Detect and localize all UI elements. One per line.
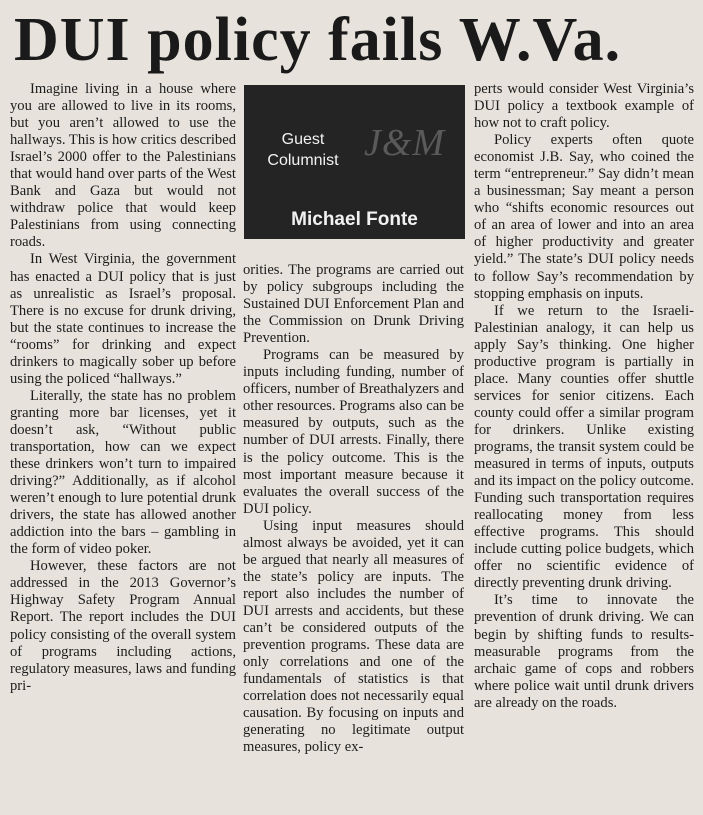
paragraph: perts would consider West Virginia’s DUI policy a textbook example of how not to craft policy. (474, 81, 694, 132)
paragraph: Imagine living in a house where you are allowed to live in its rooms, but you aren’t allowed to use the hallways. This is how critics described Israel’s 2000 offer to the Palestinians that would hand over parts of the West Bank and Gaza but would not withdraw police that would keep Palestinians from using connecting roads. (10, 81, 236, 251)
paragraph: In West Virginia, the government has enacted a DUI policy that is just as unrealistic as Israel’s proposal. There is no excuse for drunk driving, but the state continues to increase the “rooms” for drinking and expect drinkers to magically sober up before using the policed “hallways.” (10, 251, 236, 387)
author-box (244, 85, 465, 239)
newspaper-logo-watermark: J&M (364, 122, 446, 164)
column-3 (474, 81, 694, 712)
author-name: Michael Fonte (291, 209, 418, 230)
headline: DUI policy fails W.Va. (14, 6, 622, 74)
paragraph: Policy experts often quote economist J.B. Say, who coined the term “entrepreneur.” Say didn’t mean a businessman; Say meant a person who “shifts economic resources out of an area of lower and into an area of higher productivity and greater yield.” The state’s DUI policy needs to follow Say’s recommendation by stopping emphasis on inputs. (474, 132, 694, 302)
paragraph: It’s time to innovate the prevention of drunk driving. We can begin by shifting funds to results-measurable programs from the archaic game of cops and robbers where police wait until drunk drivers are already on the roads. (474, 592, 694, 711)
column-1 (10, 81, 236, 695)
paragraph: Literally, the state has no problem granting more bar licenses, yet it doesn’t ask, “Without public transportation, how can we expect these drinkers won’t turn to impaired driving?” Additionally, as if alcohol weren’t enough to lure potential drunk drivers, the state has allowed another addiction into the bars – gambling in the form of video poker. (10, 387, 236, 558)
guest-columnist-label: Guest Columnist (267, 131, 339, 169)
paragraph: Using input measures should almost always be avoided, yet it can be argued that nearly all measures of the state’s policy are inputs. The report also includes the number of DUI arrests and accidents, but these can’t be considered outputs of the prevention programs. These data are only correlations and one of the fundamentals of statistics is that correlation does not necessarily equal causation. By focusing on inputs and generating no legitimate output measures, policy ex- (243, 517, 464, 756)
paragraph: If we return to the Israeli-Palestinian analogy, it can help us apply Say’s thinking. One higher productive program is partially in place. Many counties offer shuttle services for senior citizens. Each county could offer a similar program for drinkers. Unlike existing programs, the transit system could be measured in terms of inputs, outputs and its impact on the policy outcome. Funding such transportation requires reallocating money from less effective programs. This should include cutting police budgets, which offer no scientific evidence of directly preventing drunk driving. (474, 302, 694, 592)
paragraph: Programs can be measured by inputs including funding, number of officers, number of Breathalyzers and other resources. Programs also can be measured by outputs, such as the number of DUI arrests. Finally, there is the policy outcome. This is the most important measure because it evaluates the overall success of the DUI policy. (243, 347, 464, 517)
paragraph: However, these factors are not addressed in the 2013 Governor’s Highway Safety Program Annual Report. The report includes the DUI policy consisting of the overall system of programs including actions, regulatory measures, laws and funding pri- (10, 558, 236, 694)
paragraph: orities. The programs are carried out by policy subgroups including the Sustained DUI Enforcement Plan and the Commission on Drunk Driving Prevention. (243, 262, 464, 347)
column-2 (243, 262, 464, 756)
